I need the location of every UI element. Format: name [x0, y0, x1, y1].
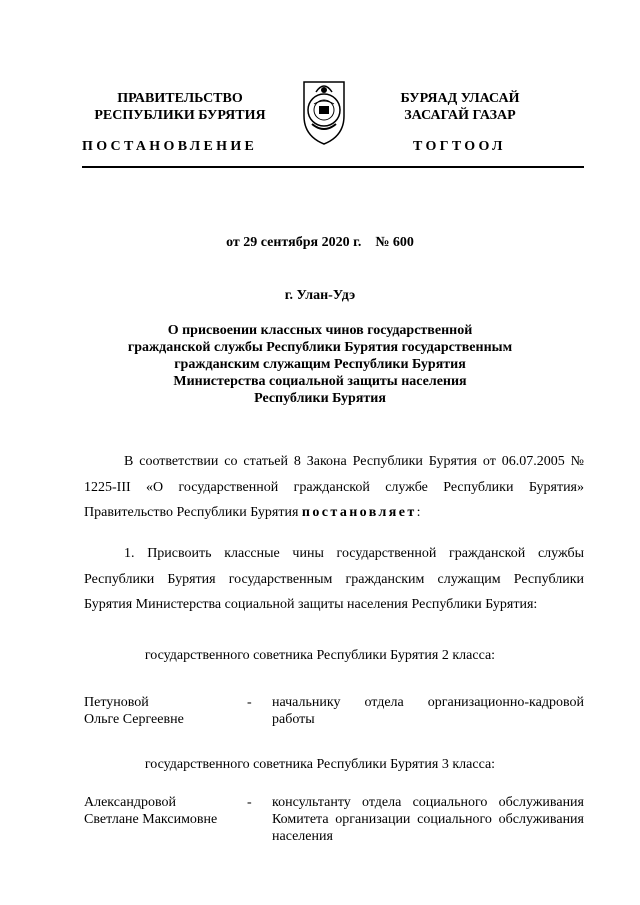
header-left	[70, 90, 290, 124]
decree-number: № 600	[375, 235, 414, 250]
title-line: гражданским служащим Республики Бурятия	[174, 357, 466, 372]
decree-word: постановляет	[301, 505, 417, 520]
header-divider	[82, 166, 584, 168]
title-line: гражданской службы Республики Бурятия государственным	[127, 340, 513, 355]
title-line: Республики Бурятия	[254, 391, 386, 406]
person-surname: Александровой	[84, 795, 176, 810]
preamble-text: В соответствии со статьей 8 Закона Республики Бурятия от 06.07.2005 № 1225-III «О государственной гражданской службе Республики Бурятия» Правительство Республики Бурятия	[84, 454, 584, 520]
person-given-name: Светлане Максимовне	[84, 812, 218, 827]
doc-type-right: ТОГТООЛ	[413, 139, 506, 154]
title-line: Министерства социальной защиты населения	[173, 374, 467, 389]
header-left-line1: ПРАВИТЕЛЬСТВО	[117, 91, 243, 106]
decree-title	[100, 322, 540, 407]
preamble-end: :	[416, 505, 421, 520]
title-line: О присвоении классных чинов государственной	[167, 323, 473, 338]
header-right	[385, 90, 535, 124]
decree-date: от 29 сентября 2020 г.	[226, 235, 362, 250]
item-1-paragraph: 1. Присвоить классные чины государственной гражданской службы Республики Бурятия государственным гражданским служащим Республики Бурятия Министерства социальной защиты населения Республики Бурятия:	[84, 546, 584, 612]
grade-title: государственного советника Республики Бурятия 2 класса:	[144, 648, 496, 663]
person-dash: -	[247, 795, 252, 810]
header-right-line1: БУРЯАД УЛАСАЙ	[400, 91, 520, 106]
person-name	[84, 694, 244, 728]
preamble-paragraph	[84, 449, 584, 526]
city: г. Улан-Удэ	[284, 288, 356, 303]
person-name	[84, 794, 244, 828]
doc-type-left: ПОСТАНОВЛЕНИЕ	[82, 139, 258, 154]
person-dash: -	[247, 695, 252, 710]
person-position: начальнику отдела организационно-кадровой работы	[272, 695, 584, 727]
grade-title: государственного советника Республики Бурятия 3 класса:	[144, 757, 496, 772]
person-given-name: Ольге Сергеевне	[84, 712, 184, 727]
person-position: консультанту отдела социального обслуживания Комитета организации социального обслуживания населения	[272, 795, 584, 844]
coat-of-arms-icon	[298, 76, 350, 146]
person-surname: Петуновой	[84, 695, 149, 710]
header-left-line2: РЕСПУБЛИКИ БУРЯТИЯ	[94, 108, 266, 123]
date-line	[0, 235, 640, 251]
header-right-line2: ЗАСАГАЙ ГАЗАР	[404, 108, 516, 123]
